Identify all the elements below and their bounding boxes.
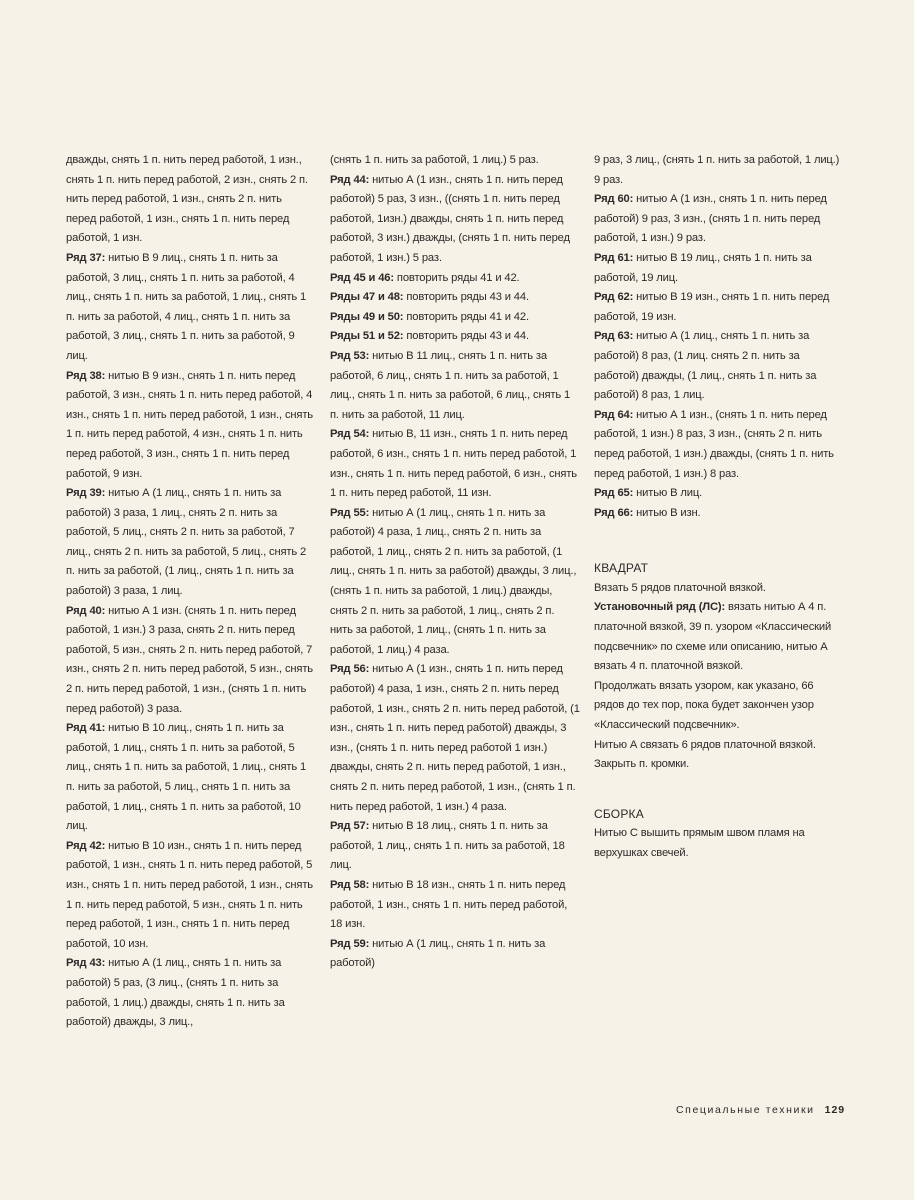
- section-heading-assembly: СБОРКА: [594, 806, 644, 821]
- row-label: Ряд 55:: [330, 506, 370, 519]
- row-label: Ряд 37:: [66, 251, 106, 264]
- row-instruction: Ряд 45 и 46: повторить ряды 41 и 42.: [330, 271, 520, 284]
- row-instruction: Ряды 47 и 48: повторить ряды 43 и 44.: [330, 291, 529, 304]
- text-column-2: [330, 151, 580, 974]
- row-instruction: Ряд 61: нитью В 19 лиц., снять 1 п. нить за работой, 19 лиц.: [594, 251, 812, 284]
- row-label: Ряд 64:: [594, 408, 634, 421]
- row-label: Ряд 39:: [66, 487, 106, 500]
- paragraph: дважды, снять 1 п. нить перед работой, 1 изн., снять 1 п. нить перед работой, 2 изн., снять 2 п. нить перед работой, 1 изн., снять 2 п. нить перед работой, 1 изн., снять 1 п. нить перед работой, 1 изн.: [66, 154, 308, 245]
- row-label: Ряд 40:: [66, 604, 106, 617]
- row-label: Ряд 53:: [330, 349, 370, 362]
- row-instruction: Ряд 40: нитью А 1 изн. (снять 1 п. нить перед работой, 1 изн.) 3 раза, снять 2 п. нить перед работой, 5 изн., снять 2 п. нить перед работой, 7 изн., снять 2 п. нить перед работой, 5 изн., снять 2 п. нить перед работой, 1 изн., (снять 1 п. нить перед работой) 3 раза.: [66, 604, 313, 715]
- row-instruction: Ряд 53: нитью В 11 лиц., снять 1 п. нить за работой, 6 лиц., снять 1 п. нить за работой, 1 лиц., снять 1 п. нить за работой, 6 лиц., снять 1 п. нить за работой, 11 лиц.: [330, 349, 571, 421]
- row-instruction: Ряд 66: нитью В изн.: [594, 506, 701, 519]
- row-label: Ряд 65:: [594, 487, 634, 500]
- paragraph: (снять 1 п. нить за работой, 1 лиц.) 5 раз.: [330, 154, 539, 166]
- row-label: Ряд 45 и 46:: [330, 271, 394, 284]
- row-label: Ряд 61:: [594, 251, 634, 264]
- row-label: Ряд 62:: [594, 291, 634, 304]
- row-instruction: Ряд 56: нитью А (1 изн., снять 1 п. нить перед работой) 4 раза, 1 изн., снять 2 п. нить перед работой, 1 изн., снять 2 п. нить перед работой, (1 изн., снять 1 п. нить перед работой) дважды, 3 изн., (снять 1 п. нить перед работой 1 изн.) дважды, снять 2 п. нить перед работой, 1 изн., снять 2 п. нить перед работой, 1 изн., (снять 1 п. нить перед работой, 1 изн.) 4 раза.: [330, 663, 580, 813]
- page-footer: [676, 1104, 845, 1116]
- row-instruction: Ряд 65: нитью В лиц.: [594, 487, 703, 500]
- row-instruction: Ряды 51 и 52: повторить ряды 43 и 44.: [330, 330, 529, 343]
- page-number: 129: [824, 1104, 846, 1116]
- row-instruction: Ряд 55: нитью А (1 лиц., снять 1 п. нить за работой) 4 раза, 1 лиц., снять 2 п. нить за работой, 1 лиц., снять 2 п. нить за работой, (1 лиц., снять 1 п. нить за работой) дважды, 3 лиц., (снять 1 п. нить за работой, 1 лиц.) дважды, снять 2 п. нить за работой, 1 лиц., снять 2 п. нить за работой, 1 лиц., (снять 1 п. нить за работой, 1 лиц.) 4 раза.: [330, 506, 577, 656]
- row-instruction: Ряды 49 и 50: повторить ряды 41 и 42.: [330, 310, 529, 323]
- row-instruction: Ряд 63: нитью А (1 лиц., снять 1 п. нить за работой) 8 раз, (1 лиц. снять 2 п. нить за работой) дважды, (1 лиц., снять 1 п. нить за работой) 8 раз, 1 лиц.: [594, 330, 817, 402]
- row-instruction: Ряд 43: нитью А (1 лиц., снять 1 п. нить за работой) 5 раз, (3 лиц., (снять 1 п. нить за работой, 1 лиц.) дважды, снять 1 п. нить за работой) дважды, 3 лиц.,: [66, 957, 285, 1029]
- row-label: Ряд 54:: [330, 428, 370, 441]
- running-title: Специальные техники: [676, 1104, 815, 1116]
- row-instruction: Ряд 62: нитью В 19 изн., снять 1 п. нить перед работой, 19 изн.: [594, 291, 830, 323]
- row-instruction: Ряд 41: нитью В 10 лиц., снять 1 п. нить за работой, 1 лиц., снять 1 п. нить за работой, 5 лиц., снять 1 п. нить за работой, 1 лиц., снять 1 п. нить за работой, 5 лиц., снять 1 п. нить за работой, 1 лиц., снять 1 п. нить за работой, 10 лиц.: [66, 722, 307, 833]
- row-instruction: Ряд 60: нитью А (1 изн., снять 1 п. нить перед работой) 9 раз, 3 изн., (снять 1 п. нить перед работой, 1 изн.) 9 раз.: [594, 193, 827, 245]
- row-label: Ряд 38:: [66, 369, 106, 382]
- row-label: Ряд 41:: [66, 722, 106, 735]
- row-instruction: Ряд 57: нитью В 18 лиц., снять 1 п. нить за работой, 1 лиц., снять 1 п. нить за работой, 18 лиц.: [330, 820, 565, 872]
- row-instruction: Ряд 64: нитью А 1 изн., (снять 1 п. нить перед работой, 1 изн.) 8 раз, 3 изн., (снять 2 п. нить перед работой, 1 изн.) дважды, (снять 1 п. нить перед работой, 1 изн.) 8 раз.: [594, 408, 834, 480]
- row-label: Ряд 42:: [66, 839, 106, 852]
- row-instruction: Ряд 37: нитью В 9 лиц., снять 1 п. нить за работой, 3 лиц., снять 1 п. нить за работой, 4 лиц., снять 1 п. нить за работой, 1 лиц., снять 1 п. нить за работой, 4 лиц., снять 1 п. нить за работой, 3 лиц., снять 1 п. нить за работой, 9 лиц.: [66, 251, 307, 362]
- row-label: Ряд 57:: [330, 820, 370, 833]
- text-column-1: [66, 151, 314, 1033]
- row-instruction: Ряд 39: нитью А (1 лиц., снять 1 п. нить за работой) 3 раза, 1 лиц., снять 2 п. нить за работой, 5 лиц., снять 2 п. нить за работой, 7 лиц., снять 2 п. нить за работой, 5 лиц., снять 2 п. нить за работой, (1 лиц., снять 1 п. нить за работой) 3 раза, 1 лиц.: [66, 487, 307, 598]
- paragraph: Установочный ряд (ЛС): вязать нитью А 4 п. платочной вязкой, 39 п. узором «Классический подсвечник» по схеме или описанию, нитью А вязать 4 п. платочной вязкой.: [594, 601, 832, 673]
- row-instruction: Ряд 58: нитью В 18 изн., снять 1 п. нить перед работой, 1 изн., снять 1 п. нить перед работой, 18 изн.: [330, 878, 568, 931]
- row-instruction: Ряд 42: нитью В 10 изн., снять 1 п. нить перед работой, 1 изн., снять 1 п. нить перед работой, 5 изн., снять 1 п. нить перед работой, 1 изн., снять 1 п. нить перед работой, 5 изн., снять 1 п. нить перед работой, 1 изн., снять 1 п. нить перед работой, 10 изн.: [66, 839, 313, 950]
- row-label: Ряд 63:: [594, 330, 634, 343]
- paragraph: 9 раз, 3 лиц., (снять 1 п. нить за работой, 1 лиц.) 9 раз.: [594, 154, 840, 186]
- row-label: Ряд 56:: [330, 663, 370, 676]
- paragraph: Нитью С вышить прямым швом пламя на верхушках свечей.: [594, 827, 805, 859]
- row-label: Ряды 51 и 52:: [330, 330, 404, 343]
- row-label: Ряд 59:: [330, 937, 370, 950]
- row-instruction: Ряд 44: нитью А (1 изн., снять 1 п. нить перед работой) 5 раз, 3 изн., ((снять 1 п. нить перед работой, 1изн.) дважды, снять 1 п. нить перед работой, 3 изн.) дважды, (снять 1 п. нить перед работой, 1 изн.) 5 раз.: [330, 173, 570, 264]
- row-label: Ряды 49 и 50:: [330, 310, 404, 323]
- row-instruction: Ряд 59: нитью А (1 лиц., снять 1 п. нить за работой): [330, 937, 546, 970]
- section-heading-square: КВАДРАТ: [594, 561, 649, 576]
- paragraph: Вязать 5 рядов платочной вязкой.: [594, 581, 766, 594]
- row-label: Ряд 44:: [330, 173, 370, 186]
- text-column-3: [594, 151, 844, 864]
- row-instruction: Ряд 54: нитью В, 11 изн., снять 1 п. нить перед работой, 6 изн., снять 1 п. нить перед работой, 1 изн., снять 1 п. нить перед работой, 6 изн., снять 1 п. нить перед работой, 11 изн.: [330, 428, 577, 500]
- row-instruction: Ряд 38: нитью В 9 изн., снять 1 п. нить перед работой, 3 изн., снять 1 п. нить перед работой, 4 изн., снять 1 п. нить перед работой, 1 изн., снять 1 п. нить перед работой, 4 изн., снять 1 п. нить перед работой, 3 изн., снять 1 п. нить перед работой, 9 изн.: [66, 369, 313, 480]
- row-label: Ряд 58:: [330, 878, 370, 891]
- row-label: Ряд 66:: [594, 506, 634, 519]
- row-label: Ряд 60:: [594, 193, 634, 206]
- row-label: Ряды 47 и 48:: [330, 291, 404, 304]
- paragraph: Продолжать вязать узором, как указано, 66 рядов до тех пор, пока будет закончен узор «Классический подсвечник».: [594, 679, 814, 732]
- row-label: Ряд 43:: [66, 957, 106, 970]
- row-label: Установочный ряд (ЛС):: [594, 601, 726, 614]
- paragraph: Нитью А связать 6 рядов платочной вязкой.: [594, 738, 816, 751]
- paragraph: Закрыть п. кромки.: [594, 758, 690, 771]
